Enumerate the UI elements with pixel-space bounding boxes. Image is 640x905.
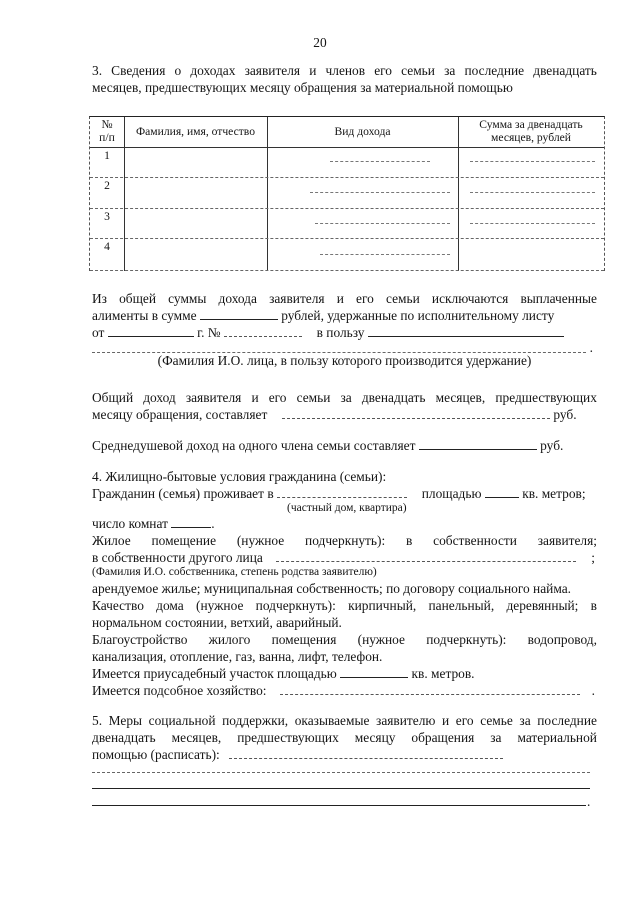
- residence-type-field[interactable]: [277, 485, 407, 498]
- word: семьи: [401, 63, 435, 78]
- writ-date-field[interactable]: [108, 324, 194, 337]
- page-number: 20: [313, 35, 327, 50]
- word: заявителю: [376, 713, 436, 728]
- word: подчеркнуть):: [426, 632, 507, 647]
- farm-field[interactable]: [280, 682, 580, 695]
- word: семье: [480, 713, 513, 728]
- word: помещения: [271, 632, 337, 647]
- support-measures-line[interactable]: [92, 788, 590, 789]
- section5-end: .: [587, 794, 591, 809]
- ownership-line2: в собственности другого лица ;: [92, 550, 595, 565]
- word: (нужное: [236, 533, 285, 548]
- section4-title: 4. Жилищно-бытовые условия гражданина (семьи):: [92, 469, 387, 484]
- word: материальной: [517, 730, 597, 745]
- table-row-number: 4: [104, 240, 110, 253]
- ownership-caption: (Фамилия И.О. собственника, степень родства заявителю): [92, 566, 377, 578]
- writ-number-field[interactable]: [224, 324, 302, 337]
- word: месяцев,: [171, 730, 222, 745]
- alimony-line1: [92, 290, 597, 307]
- total-income-line1: [92, 389, 597, 406]
- word: деревянный;: [506, 598, 579, 613]
- word: Общий: [92, 390, 134, 405]
- word: Меры: [108, 713, 143, 728]
- word: и: [309, 63, 317, 78]
- residence-caption: (частный дом, квартира): [287, 502, 407, 514]
- word: за: [490, 730, 502, 745]
- word: за: [340, 390, 352, 405]
- word: последние: [537, 713, 597, 728]
- word: заявителя: [185, 390, 242, 405]
- word: панельный,: [428, 598, 495, 613]
- word: (нужное: [357, 632, 405, 647]
- ownership-line1: [92, 532, 597, 549]
- word: двенадцать: [92, 730, 156, 745]
- area-field[interactable]: [485, 485, 519, 498]
- word: суммы: [168, 291, 207, 306]
- section5-line2: [92, 729, 597, 746]
- word: исключаются: [431, 291, 509, 306]
- word: Из: [92, 291, 107, 306]
- rooms-field[interactable]: [171, 515, 211, 528]
- word: и: [442, 713, 450, 728]
- word: дохода: [218, 291, 257, 306]
- word: обращения: [411, 730, 475, 745]
- word: месяцев,: [435, 390, 486, 405]
- word: в: [406, 533, 413, 548]
- word: предшествующих: [495, 390, 597, 405]
- per-capita-field[interactable]: [419, 437, 537, 450]
- table-header-name: Фамилия, имя, отчество: [135, 125, 256, 138]
- table-header-income-type: Вид дохода: [334, 125, 391, 138]
- word: 3.: [92, 63, 103, 78]
- other-owner-field[interactable]: [276, 549, 576, 562]
- word: членов: [325, 63, 366, 78]
- support-measures-line[interactable]: [92, 805, 586, 806]
- word: его: [455, 713, 474, 728]
- word: Качество: [92, 598, 144, 613]
- word: социальной: [148, 713, 216, 728]
- word: водопровод,: [527, 632, 597, 647]
- word: доход: [143, 390, 176, 405]
- word: общей: [119, 291, 157, 306]
- word: месяцу: [354, 730, 396, 745]
- word: оказываемые: [294, 713, 370, 728]
- word: его: [374, 63, 393, 78]
- word: заявителя: [244, 63, 301, 78]
- beneficiary-caption: (Фамилия И.О. лица, в пользу которого производится удержание): [157, 353, 532, 368]
- word: выплаченные: [520, 291, 597, 306]
- section3-title-line1: [92, 62, 597, 79]
- word: Сведения: [111, 63, 166, 78]
- word: Жилое: [92, 533, 131, 548]
- amenities-line2: канализация, отопление, газ, ванна, лифт, телефон.: [92, 649, 383, 664]
- word: за: [519, 713, 531, 728]
- word: семьи: [385, 291, 420, 306]
- word: поддержки,: [222, 713, 289, 728]
- section3-title-line2: месяцев, предшествующих месяцу обращения за материальной помощью: [92, 80, 513, 95]
- table-row-number: 2: [104, 179, 110, 192]
- plot-line: Имеется приусадебный участок площадью кв. метров.: [92, 666, 475, 681]
- word: заявителя: [269, 291, 325, 306]
- word: кирпичный,: [348, 598, 417, 613]
- alimony-line2: алименты в сумме рублей, удержанные по исполнительному листу: [92, 308, 555, 323]
- word: двенадцать: [361, 390, 426, 405]
- word: (нужное: [196, 598, 244, 613]
- word: предшествующих: [237, 730, 339, 745]
- quality-line1: [92, 597, 597, 614]
- word: за: [444, 63, 456, 78]
- word: помещение: [151, 533, 217, 548]
- table-header-sum: Сумма за двенадцать месяцев, рублей: [479, 118, 583, 144]
- section5-line1: [92, 712, 597, 729]
- word: его: [268, 390, 287, 405]
- beneficiary-name-field[interactable]: .: [92, 342, 590, 354]
- word: и: [251, 390, 259, 405]
- word: собственности: [433, 533, 517, 548]
- total-income-field[interactable]: [282, 406, 550, 419]
- quality-line2: нормальном состоянии, ветхий, аварийный.: [92, 615, 342, 630]
- word: заявителя;: [537, 533, 597, 548]
- rooms-line: число комнат .: [92, 516, 215, 531]
- word: 5.: [92, 713, 103, 728]
- alimony-sum-field[interactable]: [200, 307, 278, 320]
- amenities-line1: [92, 631, 597, 648]
- word: жилого: [208, 632, 251, 647]
- rent-line: арендуемое жилье; муниципальная собственность; по договору социального найма.: [92, 581, 571, 596]
- word: последние: [464, 63, 525, 78]
- word: в: [590, 598, 597, 613]
- word: и: [336, 291, 344, 306]
- table-row-number: 1: [104, 149, 110, 162]
- word: подчеркнуть):: [255, 598, 336, 613]
- word: подчеркнуть):: [305, 533, 386, 548]
- per-capita-line: Среднедушевой доход на одного члена семьи составляет руб.: [92, 438, 564, 453]
- plot-area-field[interactable]: [340, 665, 408, 678]
- support-measures-line[interactable]: [92, 772, 590, 773]
- support-measures-field[interactable]: [229, 746, 503, 759]
- word: двенадцать: [533, 63, 597, 78]
- word: доходах: [190, 63, 236, 78]
- word: его: [356, 291, 374, 306]
- residence-line: Гражданин (семья) проживает в площадью кв. метров;: [92, 486, 586, 501]
- beneficiary-field[interactable]: [368, 324, 564, 337]
- word: дома: [156, 598, 184, 613]
- table-row-number: 3: [104, 210, 110, 223]
- word: семьи: [296, 390, 331, 405]
- table-header-num: № п/п: [99, 118, 115, 144]
- section5-line3: помощью (расписать):: [92, 746, 503, 763]
- alimony-line3: от г. № в пользу: [92, 324, 564, 341]
- farm-line: Имеется подсобное хозяйство: .: [92, 683, 595, 698]
- total-income-line2: месяцу обращения, составляет руб.: [92, 407, 577, 422]
- word: Благоустройство: [92, 632, 188, 647]
- income-table: [89, 116, 605, 271]
- word: о: [174, 63, 182, 78]
